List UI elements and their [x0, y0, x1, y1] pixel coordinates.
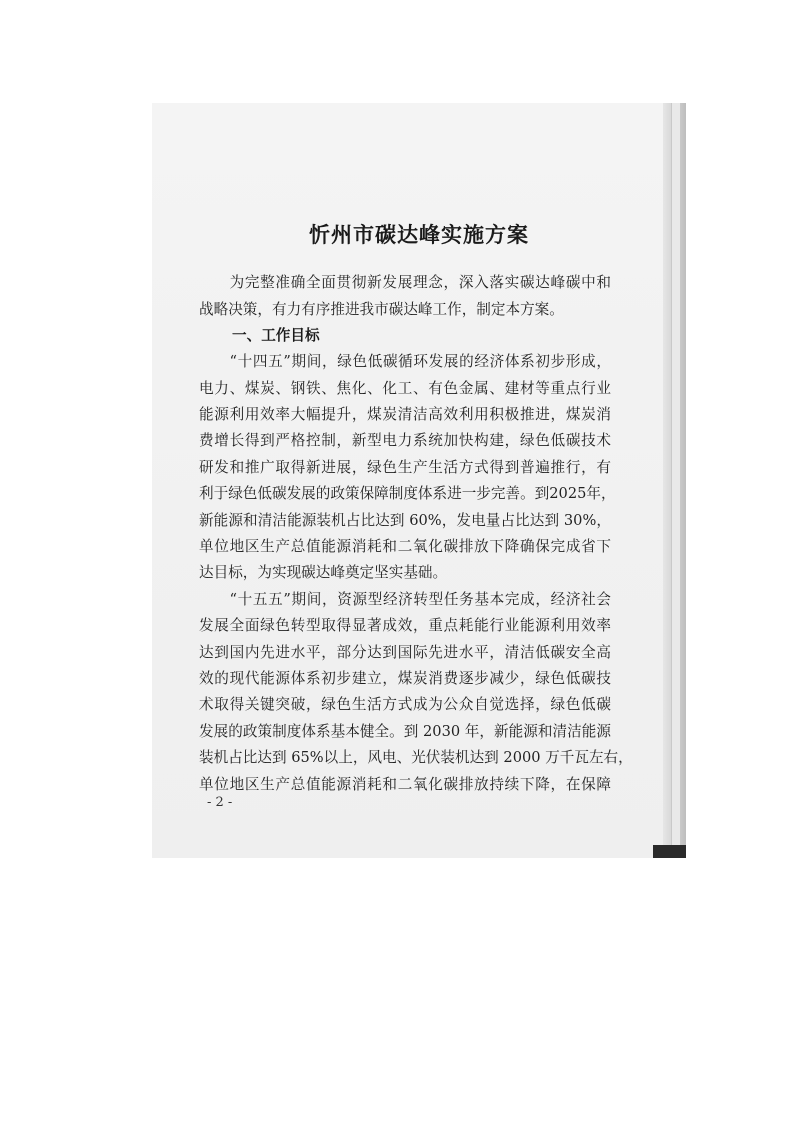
goal-14th-line-1: “十四五”期间，绿色低碳循环发展的经济体系初步形成，	[199, 353, 611, 370]
goal-14th-line-7: 新能源和清洁能源装机占比达到 60%，发电量占比达到 30%，	[199, 512, 611, 529]
intro-line-2: 战略决策，有力有序推进我市碳达峰工作，制定本方案。	[199, 301, 564, 318]
goal-14th-line-9: 达目标，为实现碳达峰奠定坚实基础。	[199, 564, 448, 581]
goal-15th-line-1: “十五五”期间，资源型经济转型任务基本完成，经济社会	[199, 591, 611, 608]
goal-14th-line-2: 电力、煤炭、钢铁、焦化、化工、有色金属、建材等重点行业	[199, 380, 611, 397]
goal-15th-line-4: 效的现代能源体系初步建立，煤炭消费逐步减少，绿色低碳技	[199, 670, 611, 687]
goal-15th-line-6: 发展的政策制度体系基本健全。到 2030 年，新能源和清洁能源	[199, 723, 611, 740]
goal-14th-line-5: 研发和推广取得新进展，绿色生产生活方式得到普遍推行，有	[199, 459, 611, 476]
section-heading-work-goals: 一、工作目标	[232, 327, 320, 344]
goal-15th-line-5: 术取得关键突破，绿色生活方式成为公众自觉选择，绿色低碳	[199, 696, 611, 713]
document-title: 忻州市碳达峰实施方案	[309, 222, 529, 247]
scanned-page	[152, 103, 686, 858]
intro-line-1: 为完整准确全面贯彻新发展理念，深入落实碳达峰碳中和	[199, 274, 611, 291]
goal-14th-line-4: 费增长得到严格控制，新型电力系统加快构建，绿色低碳技术	[199, 432, 611, 449]
goal-14th-line-8: 单位地区生产总值能源消耗和二氧化碳排放下降确保完成省下	[199, 538, 611, 555]
page-number: - 2 -	[207, 795, 233, 810]
scan-dark-mark	[653, 845, 686, 858]
goal-15th-line-7: 装机占比达到 65%以上，风电、光伏装机达到 2000 万千瓦左右，	[199, 749, 633, 766]
goal-15th-line-2: 发展全面绿色转型取得显著成效，重点耗能行业能源利用效率	[199, 617, 611, 634]
goal-15th-line-3: 达到国内先进水平，部分达到国际先进水平，清洁低碳安全高	[199, 644, 611, 661]
goal-14th-line-6: 利于绿色低碳发展的政策保障制度体系进一步完善。到2025年，	[199, 485, 616, 502]
goal-15th-line-8: 单位地区生产总值能源消耗和二氧化碳排放持续下降，在保障	[199, 776, 611, 793]
page-edge-strip	[671, 103, 680, 858]
goal-14th-line-3: 能源利用效率大幅提升，煤炭清洁高效利用积极推进，煤炭消	[199, 406, 611, 423]
